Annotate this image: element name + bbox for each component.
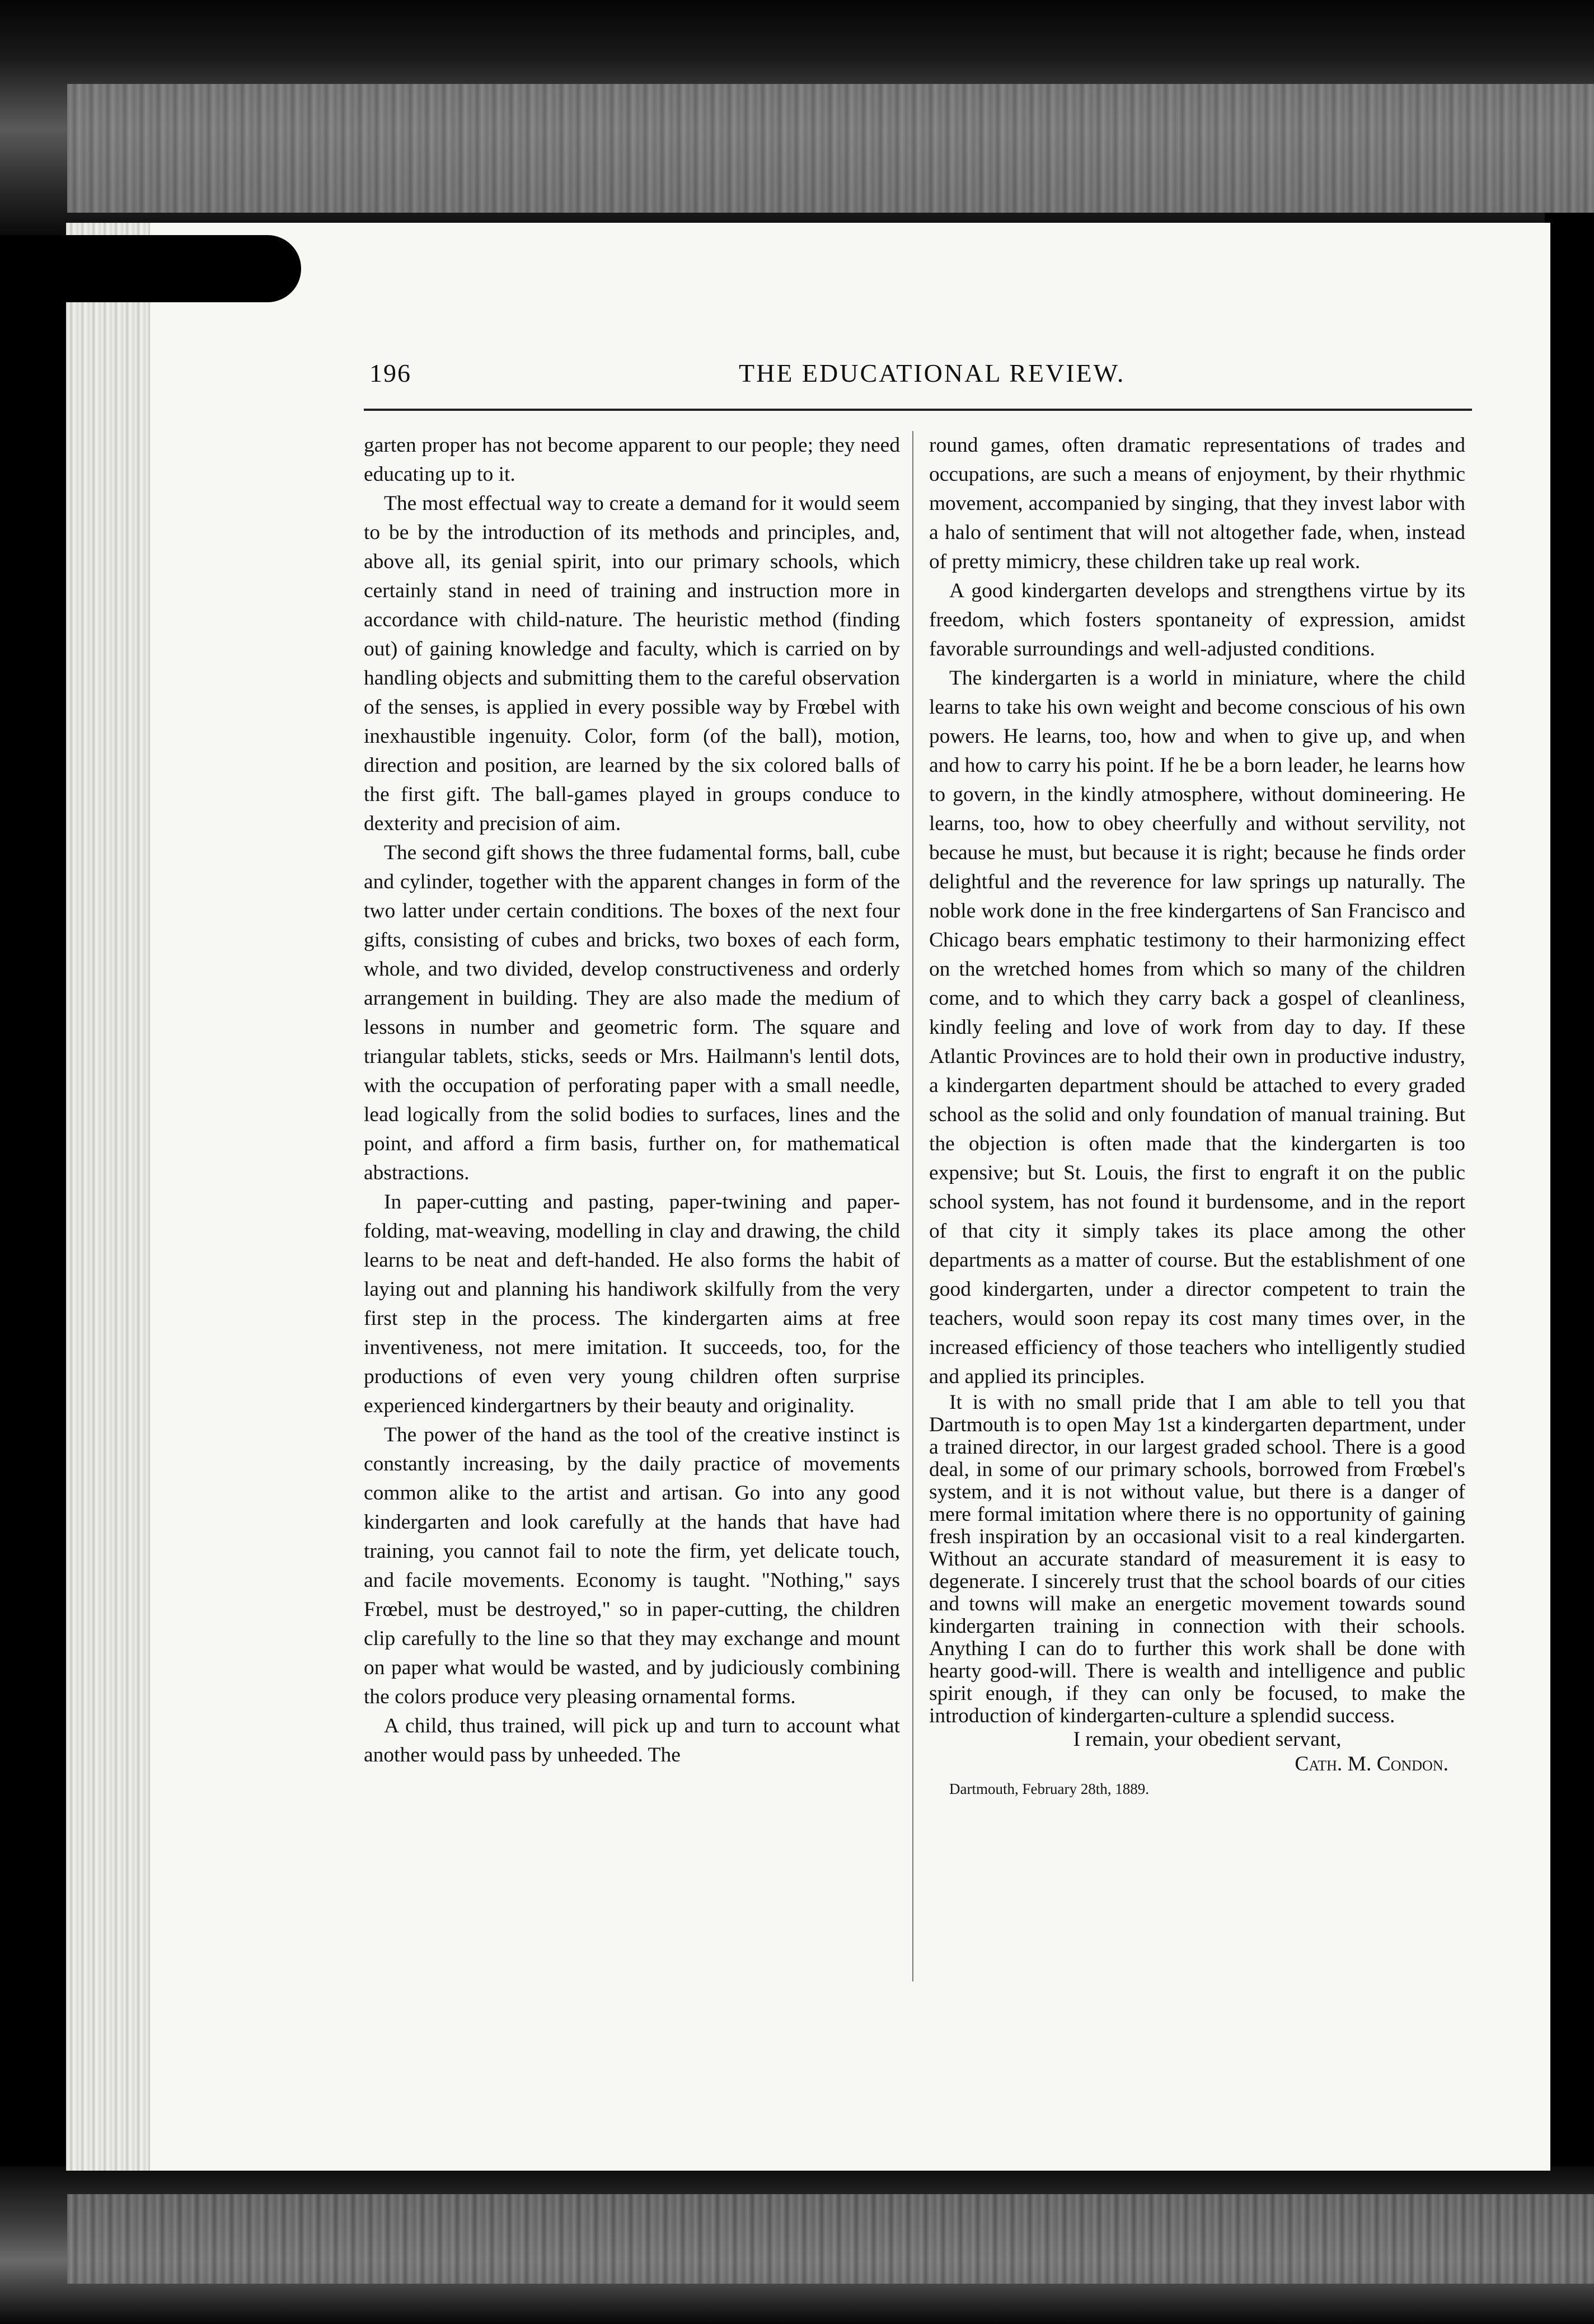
- paragraph: In paper-cutting and pasting, paper-twining and paper-folding, mat-weaving, modelling in clay and drawing, the child learns to be neat and deft-handed. He also forms the habit of laying out and planning his handiwork skilfully from the very first step in the process. The kindergarten aims at free inventiveness, not mere imitation. It succeeds, too, for the productions of even very young children often surprise experienced kindergartners by their beauty and originality.: [364, 1191, 900, 1417]
- paragraph: A good kindergarten develops and strengthens virtue by its freedom, which fosters spontaneity of expression, amidst favorable surroundings and well-adjusted conditions.: [929, 579, 1465, 660]
- scan-microfilm-band-bottom: [67, 2194, 1594, 2284]
- paragraph: The second gift shows the three fudamental forms, ball, cube and cylinder, together with the apparent changes in form of the two latter under certain conditions. The boxes of the next four gifts, consisting of cubes and bricks, two boxes of each form, whole, and two divided, develop constructiveness and orderly arrangement in building. They are also made the medium of lessons in number and geometric form. The square and triangular tablets, sticks, seeds or Mrs. Hailmann's lentil dots, with the occupation of perforating paper with a small needle, lead logically from the solid bodies to surfaces, lines and the point, and afford a firm basis, further on, for mathematical abstractions.: [364, 841, 900, 1184]
- letter-closing: I remain, your obedient servant,: [1073, 1728, 1342, 1751]
- paragraph: The most effectual way to create a demand for it would seem to be by the introduction of its methods and principles, and, above all, its genial spirit, into our primary schools, which certainly stand in need of training and instruction more in accordance with child-nature. The heuristic method (finding out) of gaining knowledge and faculty, which is carried on by handling objects and submitting them to the careful observation of the senses, is applied in every possible way by Frœbel with inexhaustible ingenuity. Color, form (of the ball), motion, direction and position, are learned by the six colored balls of the first gift. The ball-games played in groups conduce to dexterity and precision of aim.: [364, 492, 900, 835]
- page-number: 196: [369, 359, 411, 387]
- right-column: [929, 431, 1465, 1801]
- running-head: [369, 358, 1466, 403]
- paragraph: garten proper has not become apparent to our people; they need educating up to it.: [364, 434, 900, 486]
- left-column: [364, 431, 900, 1770]
- paragraph: round games, often dramatic representations of trades and occupations, are such a means of enjoyment, by their rhythmic movement, accompanied by singing, that they invest labor with a halo of sentiment that will not altogether fade, when, instead of pretty mimicry, these children take up real work.: [929, 434, 1465, 573]
- scan-microfilm-band-top: [67, 84, 1594, 213]
- column-divider: [912, 431, 913, 1981]
- page-binding-edge: [66, 223, 150, 2171]
- paragraph: It is with no small pride that I am able to tell you that Dartmouth is to open May 1st a kindergarten department, under a trained director, in our largest graded school. There is a good deal, in some of our primary schools, borrowed from Frœbel's system, and it is not without value, but there is a danger of mere formal imitation where there is no opportunity of gaining fresh inspiration by an occasional visit to a real kindergarten. Without an accurate standard of measurement it is easy to degenerate. I sincerely trust that the school boards of our cities and towns will make an energetic movement towards sound kindergarten training in connection with their schools. Anything I can do to further this work shall be done with hearty good-will. There is wealth and intelligence and public spirit enough, if they can only be focused, to make the introduction of kindergarten-culture a splendid success.: [929, 1391, 1465, 1727]
- letter-signature: Cath. M. Condon.: [1295, 1753, 1448, 1775]
- paragraph: The kindergarten is a world in miniature, where the child learns to take his own weight and become conscious of his own powers. He learns, too, how and when to give up, and when and how to carry his point. If he be a born leader, he learns how to govern, in the kindly atmosphere, without domineering. He learns, too, how to obey cheerfully and without servility, not because he must, but because it is right; because he finds order delightful and the reverence for law springs up naturally. The noble work done in the free kindergartens of San Francisco and Chicago bears emphatic testimony to their harmonizing effect on the wretched homes from which so many of the children come, and to which they carry back a gospel of cleanliness, kindly feeling and love of work from day to day. If these Atlantic Provinces are to hold their own in productive industry, a kindergarten department should be attached to every graded school as the solid and only foundation of manual training. But the objection is often made that the kindergarten is too expensive; but St. Louis, the first to engraft it on the public school system, has not found it burdensome, and in the report of that city it simply takes its place among the other departments as a matter of course. But the establishment of one good kindergarten, under a director competent to train the teachers, would soon repay its cost many times over, in the increased efficiency of those teachers who intelligently studied and applied its principles.: [929, 667, 1465, 1388]
- paragraph: The power of the hand as the tool of the creative instinct is constantly increasing, by the daily practice of movements common alike to the artist and artisan. Go into any good kindergarten and look carefully at the hands that have had training, you cannot fail to note the firm, yet delicate touch, and facile movements. Economy is taught. "Nothing," says Frœbel, must be destroyed," so in paper-cutting, the children clip carefully to the line so that they may exchange and mount on paper what would be wasted, and by judiciously combining the colors produce very pleasing ornamental forms.: [364, 1423, 900, 1708]
- journal-title: THE EDUCATIONAL REVIEW.: [739, 359, 1126, 387]
- scan-border-right: [1545, 213, 1594, 2172]
- header-rule: [364, 409, 1472, 411]
- paragraph: A child, thus trained, will pick up and turn to account what another would pass by unheeded. The: [364, 1714, 900, 1767]
- page-clip: [66, 235, 301, 302]
- letter-dateline: Dartmouth, February 28th, 1889.: [949, 1781, 1149, 1797]
